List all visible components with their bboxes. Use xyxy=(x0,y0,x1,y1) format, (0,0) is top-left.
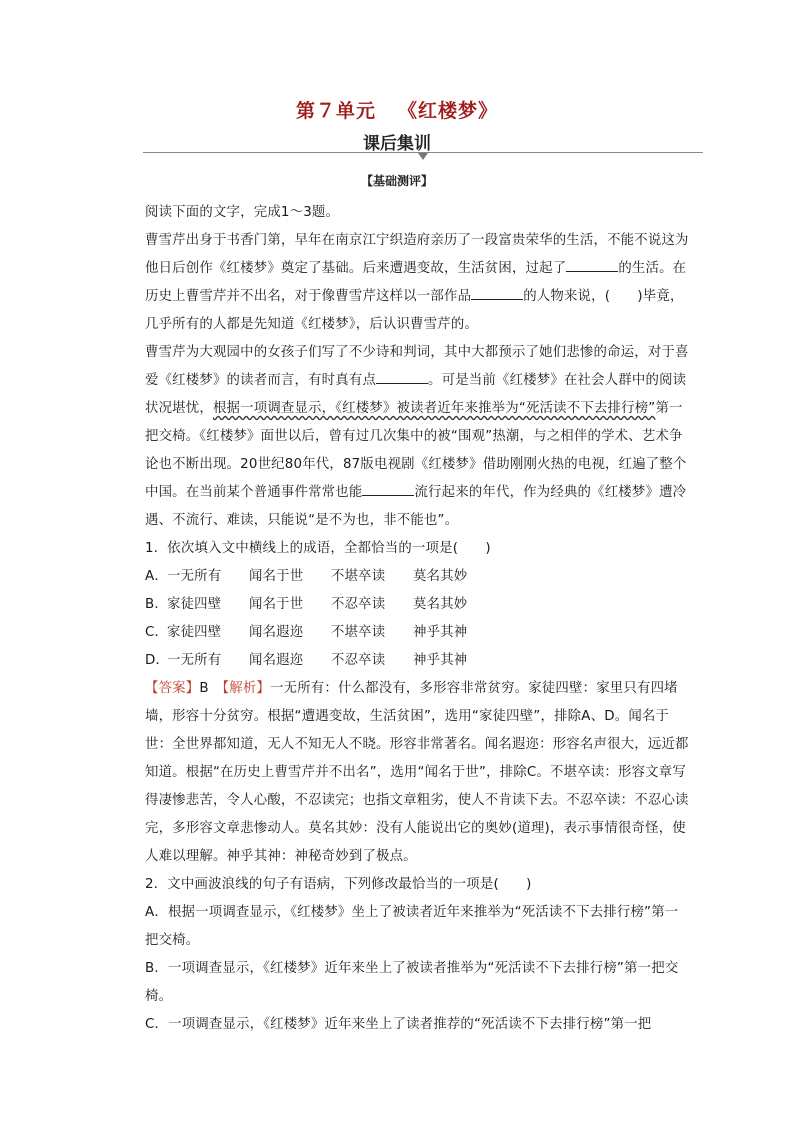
question-2-stem: 2．文中画波浪线的句子有语病，下列修改最恰当的一项是( ) xyxy=(145,877,532,892)
section-heading: 【基础测评】 xyxy=(360,174,433,188)
q1-answer-analysis xyxy=(145,675,690,871)
page-subtitle: 课后集训 xyxy=(363,134,431,154)
intro-line: 阅读下面的文字，完成1～3题。 xyxy=(145,205,340,220)
triangle-marker-icon xyxy=(418,153,428,160)
blank-line xyxy=(566,257,618,272)
blank-line xyxy=(376,369,428,384)
q2-option-b: B．一项调查显示，《红楼梦》近年来坐上了被读者推举为“死活读不下去排行榜”第一把交椅。 xyxy=(145,961,679,1004)
answer-tag: 【答案】 xyxy=(145,681,200,696)
title-unit: 第７单元 xyxy=(295,100,376,122)
q1-option-c: C．家徒四壁 闻名遐迩 不堪卒读 神乎其神 xyxy=(145,625,468,640)
q1-option-d: D．一无所有 闻名遐迩 不忍卒读 神乎其神 xyxy=(145,653,468,668)
question-1-stem: 1．依次填入文中横线上的成语，全都恰当的一项是( ) xyxy=(145,541,491,556)
passage-paragraph-1: 曹雪芹出身于书香门第，早年在南京江宁织造府亲历了一段富贵荣华的生活，不能不说这为他日后创作《红楼梦》奠定了基础。后来遭遇变故，生活贫困，过起了 的生活。在历史上曹雪芹并不出名，对于像曹雪芹这样以一部作品 的人物来说，( )毕竟，几乎所有的人都是先知道《红楼梦》，后认识曹雪芹的。 xyxy=(145,233,689,332)
page-title xyxy=(0,96,794,123)
q1-option-a: A．一无所有 闻名于世 不堪卒读 莫名其妙 xyxy=(145,569,468,584)
q2-option-c: C．一项调查显示，《红楼梦》近年来坐上了读者推荐的“死活读不下去排行榜”第一把 xyxy=(145,1017,652,1032)
analysis-text: 一无所有：什么都没有，多形容非常贫穷。家徒四壁：家里只有四堵墙，形容十分贫穷。根据“遭遇变故，生活贫困”，选用“家徒四壁”，排除A、D。闻名于世：全世界都知道，无人不知无人不晓。形容非常著名。闻名遐迩：形容名声很大，远近都知道。根据“在历史上曹雪芹并不出名”，选用“闻名于世”，排除C。不堪卒读：形容文章写得凄惨悲苦，令人心酸，不忍读完；也指文章粗劣，使人不肯读下去。不忍卒读：不忍心读完，多形容文章悲惨动人。莫名其妙：没有人能说出它的奥妙(道理)，表示事情很奇怪，使人难以理解。神乎其神：神秘奇妙到了极点。 xyxy=(145,681,689,864)
q2-option-a: A．根据一项调查显示，《红楼梦》坐上了被读者近年来推举为“死活读不下去排行榜”第一把交椅。 xyxy=(145,905,679,948)
blank-line xyxy=(471,285,523,300)
q1-option-b: B．家徒四壁 闻名于世 不忍卒读 莫名其妙 xyxy=(145,597,468,612)
content-body xyxy=(145,199,690,1039)
answer-value: B xyxy=(199,681,209,696)
blank-line xyxy=(362,481,414,496)
title-work: 《红楼梦》 xyxy=(398,100,499,122)
wavy-underlined-sentence: 根据一项调查显示，《红楼梦》被读者近年来推举为“死活读不下去排行榜” xyxy=(212,401,656,416)
analysis-tag: 【解析】 xyxy=(222,681,271,696)
passage-paragraph-2: 曹雪芹为大观园中的女孩子们写了不少诗和判词，其中大都预示了她们悲惨的命运，对于喜爱《红楼梦》的读者而言，有时真有点 。可是当前《红楼梦》在社会人群中的阅读状况堪忧，根据一项调查显示，《红楼梦》被读者近年来推举为“死活读不下去排行榜”第一把交椅。《红楼梦》面世以后，曾有过几次集中的被“围观”热潮，与之相伴的学术、艺术争论也不断出现。20世纪80年代，87版电视剧《红楼梦》借助刚刚火热的电视，红遍了整个中国。在当前某个普通事件常常也能 流行起来的年代，作为经典的《红楼梦》遭冷遇、不流行、难读，只能说“是不为也，非不能也”。 xyxy=(145,345,689,528)
